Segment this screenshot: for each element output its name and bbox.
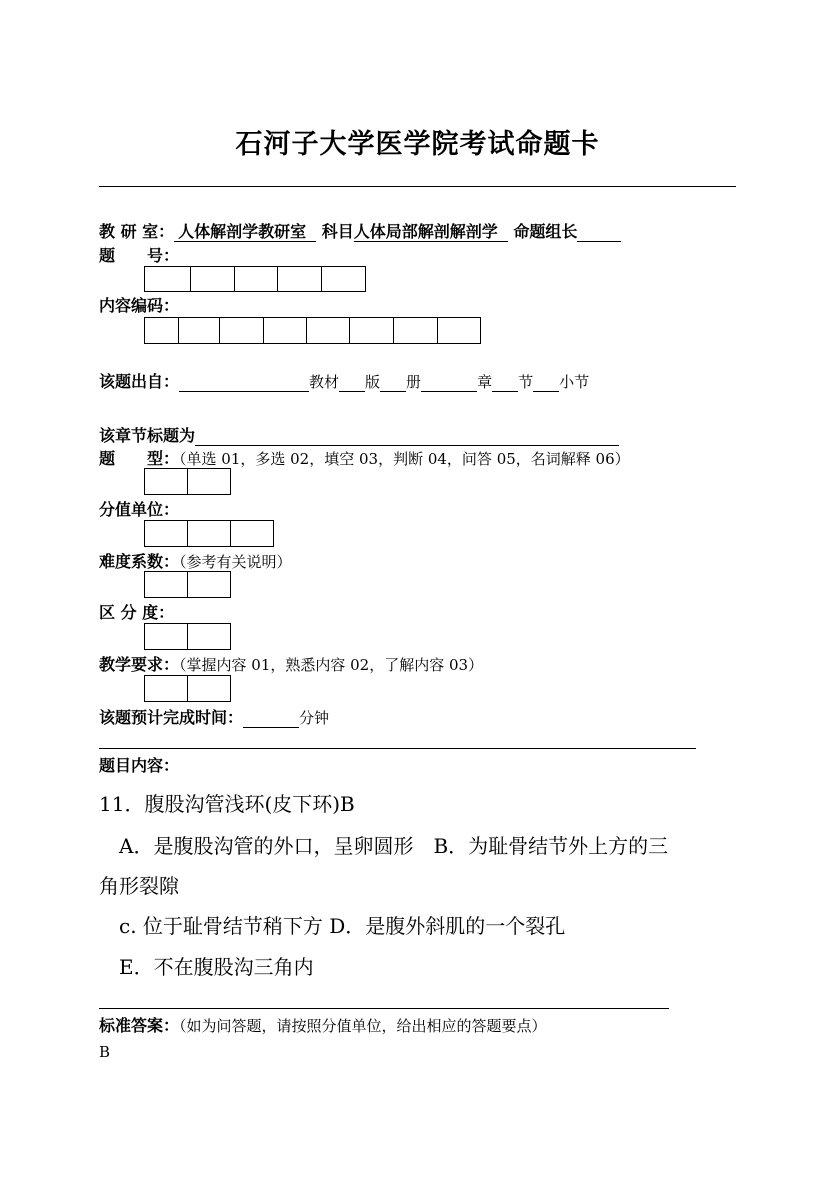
question-type-note: （单选 01，多选 02，填空 03，判断 04，问答 05，名词解释 06） <box>179 450 630 468</box>
input-box[interactable] <box>144 520 188 547</box>
chapter-title-blank[interactable] <box>195 427 619 446</box>
input-box[interactable] <box>144 623 188 650</box>
question-type-row <box>99 446 630 469</box>
textbook-label: 教材 <box>309 373 340 391</box>
difficulty-row <box>99 549 292 572</box>
score-unit-boxes[interactable] <box>144 520 274 547</box>
divider-top <box>99 186 736 187</box>
input-box[interactable] <box>144 571 188 598</box>
chapter-title-label: 该章节标题为 <box>99 426 196 445</box>
difficulty-note: （参考有关说明） <box>179 553 292 571</box>
input-box[interactable] <box>264 317 307 344</box>
teaching-req-row <box>99 652 483 675</box>
option-a-b: A．是腹股沟管的外口，呈卵圆形 B．为耻骨结节外上方的三 <box>119 834 669 858</box>
input-box[interactable] <box>188 675 231 702</box>
input-box[interactable] <box>191 266 235 292</box>
input-box[interactable] <box>144 266 191 292</box>
teaching-req-boxes[interactable] <box>144 675 231 702</box>
page-title: 石河子大学医学院考试命题卡 <box>235 129 600 160</box>
section-blank[interactable] <box>492 373 518 392</box>
subject-value[interactable]: 人体局部解剖解剖学 <box>354 223 508 242</box>
difficulty-boxes[interactable] <box>144 571 231 598</box>
teaching-req-note: （掌握内容 01，熟悉内容 02，了解内容 03） <box>179 656 484 674</box>
question-type-boxes[interactable] <box>144 468 231 495</box>
section-label: 节 <box>518 373 534 391</box>
department-row <box>99 219 621 242</box>
divider-answer <box>99 1008 669 1009</box>
input-box[interactable] <box>278 266 322 292</box>
input-box[interactable] <box>188 520 231 547</box>
leader-blank[interactable] <box>577 223 621 242</box>
source-label: 该题出自： <box>99 372 180 391</box>
edition-label: 版 <box>365 373 381 391</box>
input-box[interactable] <box>188 623 231 650</box>
question-no-boxes[interactable] <box>144 266 366 292</box>
input-box[interactable] <box>179 317 220 344</box>
content-code-boxes[interactable] <box>144 317 481 344</box>
time-row <box>99 705 329 728</box>
input-box[interactable] <box>188 571 231 598</box>
option-b-cont: 角形裂隙 <box>99 874 179 898</box>
question-stem: 11．腹股沟管浅环(皮下环)B <box>99 792 355 816</box>
edition-blank[interactable] <box>339 373 365 392</box>
option-c-d: c. 位于耻骨结节稍下方 D．是腹外斜肌的一个裂孔 <box>119 914 566 938</box>
answer-label: 标准答案： <box>99 1016 180 1035</box>
time-unit: 分钟 <box>299 709 330 727</box>
answer-row <box>99 1013 547 1036</box>
subsection-blank[interactable] <box>533 373 559 392</box>
discrimination-label: 区 分 度： <box>99 603 175 622</box>
leader-label: 命题组长 <box>513 222 578 241</box>
volume-label: 册 <box>406 373 422 391</box>
time-label: 该题预计完成时间： <box>99 708 244 727</box>
source-blank[interactable] <box>179 373 309 392</box>
time-blank[interactable] <box>243 709 299 728</box>
divider-content <box>99 748 696 749</box>
score-unit-label: 分值单位： <box>99 500 180 519</box>
difficulty-label: 难度系数： <box>99 552 180 571</box>
input-box[interactable] <box>307 317 350 344</box>
department-label: 教 研 室： <box>99 222 175 241</box>
input-box[interactable] <box>144 317 179 344</box>
answer-note: （如为问答题，请按照分值单位，给出相应的答题要点） <box>179 1017 547 1035</box>
subsection-label: 小节 <box>559 373 590 391</box>
discrimination-boxes[interactable] <box>144 623 231 650</box>
teaching-req-label: 教学要求： <box>99 655 180 674</box>
input-box[interactable] <box>350 317 394 344</box>
chapter-blank[interactable] <box>421 373 477 392</box>
chapter-title-row <box>99 423 619 446</box>
department-value[interactable]: 人体解剖学教研室 <box>174 223 316 242</box>
input-box[interactable] <box>188 468 231 495</box>
question-type-label: 题 型： <box>99 449 180 468</box>
chapter-label: 章 <box>477 373 493 391</box>
volume-blank[interactable] <box>380 373 406 392</box>
answer-value: B <box>99 1043 111 1061</box>
input-box[interactable] <box>235 266 278 292</box>
input-box[interactable] <box>322 266 366 292</box>
input-box[interactable] <box>144 468 188 495</box>
content-code-label: 内容编码： <box>99 296 180 315</box>
source-row <box>99 369 589 392</box>
input-box[interactable] <box>438 317 481 344</box>
input-box[interactable] <box>144 675 188 702</box>
option-e: E．不在腹股沟三角内 <box>119 955 314 979</box>
input-box[interactable] <box>220 317 264 344</box>
content-label: 题目内容： <box>99 756 180 775</box>
input-box[interactable] <box>394 317 438 344</box>
question-no-label: 题 号： <box>99 246 180 265</box>
subject-label: 科目 <box>321 222 354 241</box>
input-box[interactable] <box>231 520 274 547</box>
